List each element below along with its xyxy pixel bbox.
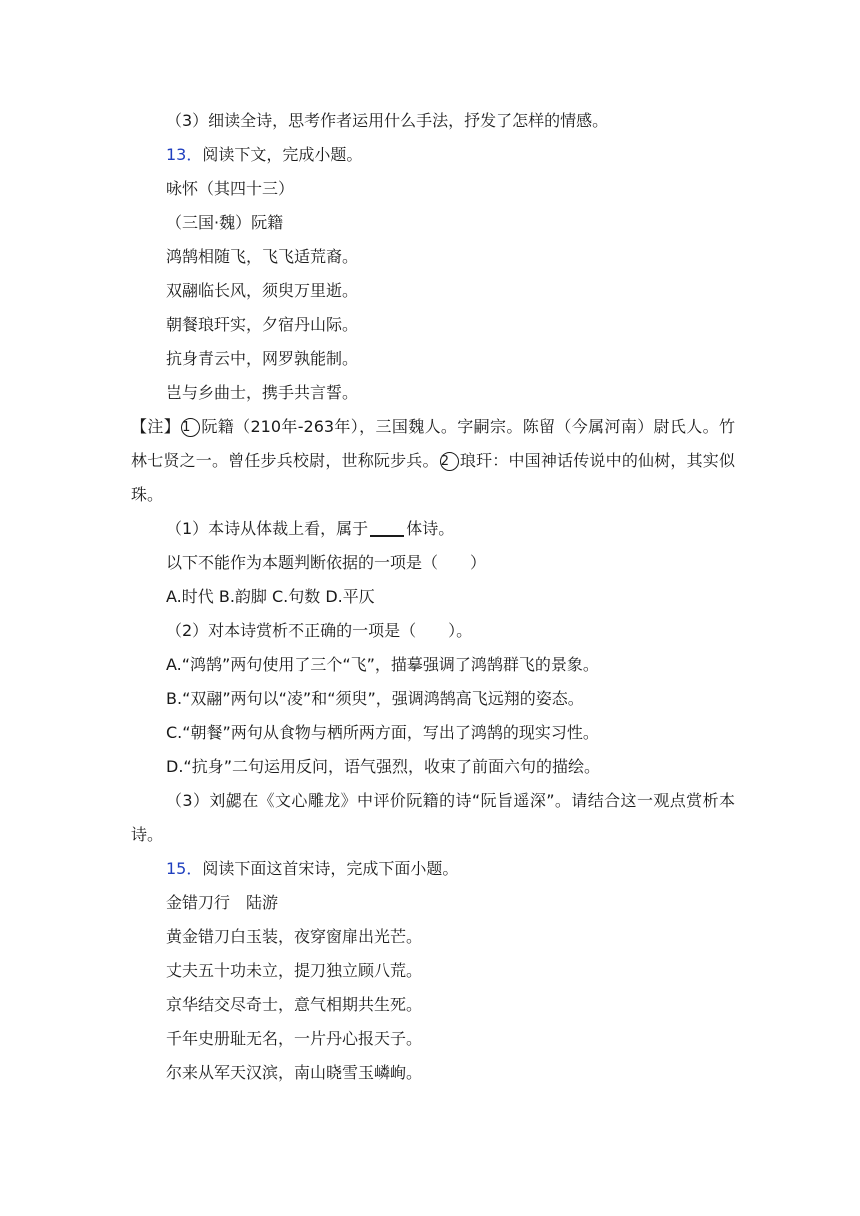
poem-line: 京华结交尽奇士，意气相期共生死。 <box>166 995 423 1014</box>
poem-line: 千年史册耻无名，一片丹心报天子。 <box>166 1029 423 1048</box>
answer-blank[interactable] <box>370 519 404 537</box>
option-d: D.“抗身”二句运用反问，语气强烈，收束了前面六句的描绘。 <box>166 757 600 776</box>
option-a: A.“鸿鹄”两句使用了三个“飞”，描摹强调了鸿鹄群飞的景象。 <box>166 655 599 674</box>
question-number: 13． <box>166 145 203 164</box>
subquestion-1-prompt: 以下不能作为本题判断依据的一项是（ ） <box>166 553 487 572</box>
subquestion-1-options: A.时代 B.韵脚 C.句数 D.平仄 <box>166 587 375 606</box>
poem-title: 金错刀行 陆游 <box>166 893 279 912</box>
subquestion-2: （2）对本诗赏析不正确的一项是（ ）。 <box>166 621 473 640</box>
poem-line: 鸿鹄相随飞，飞飞适荒裔。 <box>166 247 359 266</box>
subquestion-1: （1）本诗从体裁上看，属于 体诗。 <box>166 519 455 538</box>
circled-number: 2 <box>440 452 459 471</box>
poem-author: （三国·魏）阮籍 <box>166 213 284 232</box>
poem-note: 【注】 1 阮籍（210年-263年），三国魏人。字嗣宗。陈留（今属河南）尉氏人。竹林七贤之一。曾任步兵校尉，世称阮步兵。 2 琅玕：中国神话传说中的仙树，其实似珠。 <box>131 417 735 504</box>
circled-number: 1 <box>181 418 200 437</box>
poem-line: 丈夫五十功未立，提刀独立顾八荒。 <box>166 961 423 980</box>
question-number: 15． <box>166 859 203 878</box>
question-15-heading: 15．阅读下面这首宋诗，完成下面小题。 <box>166 859 459 878</box>
option-c: C.“朝餐”两句从食物与栖所两方面，写出了鸿鹄的现实习性。 <box>166 723 599 742</box>
poem-line: 尔来从军天汉滨，南山晓雪玉嶙峋。 <box>166 1063 423 1082</box>
poem-line: 黄金错刀白玉装，夜穿窗扉出光芒。 <box>166 927 423 946</box>
question-13-heading: 13．阅读下文，完成小题。 <box>166 145 363 164</box>
question-12-subquestion-3: （3）细读全诗，思考作者运用什么手法，抒发了怎样的情感。 <box>166 111 609 130</box>
poem-line: 岂与乡曲士，携手共言誓。 <box>166 383 359 402</box>
poem-title: 咏怀（其四十三） <box>166 179 295 198</box>
subquestion-3: （3）刘勰在《文心雕龙》中评价阮籍的诗“阮旨遥深”。请结合这一观点赏析本诗。 <box>131 791 735 844</box>
option-b: B.“双翮”两句以“凌”和“须臾”，强调鸿鹄高飞远翔的姿态。 <box>166 689 584 708</box>
poem-line: 朝餐琅玕实，夕宿丹山际。 <box>166 315 359 334</box>
poem-line: 双翮临长风，须臾万里逝。 <box>166 281 359 300</box>
poem-line: 抗身青云中，网罗孰能制。 <box>166 349 359 368</box>
